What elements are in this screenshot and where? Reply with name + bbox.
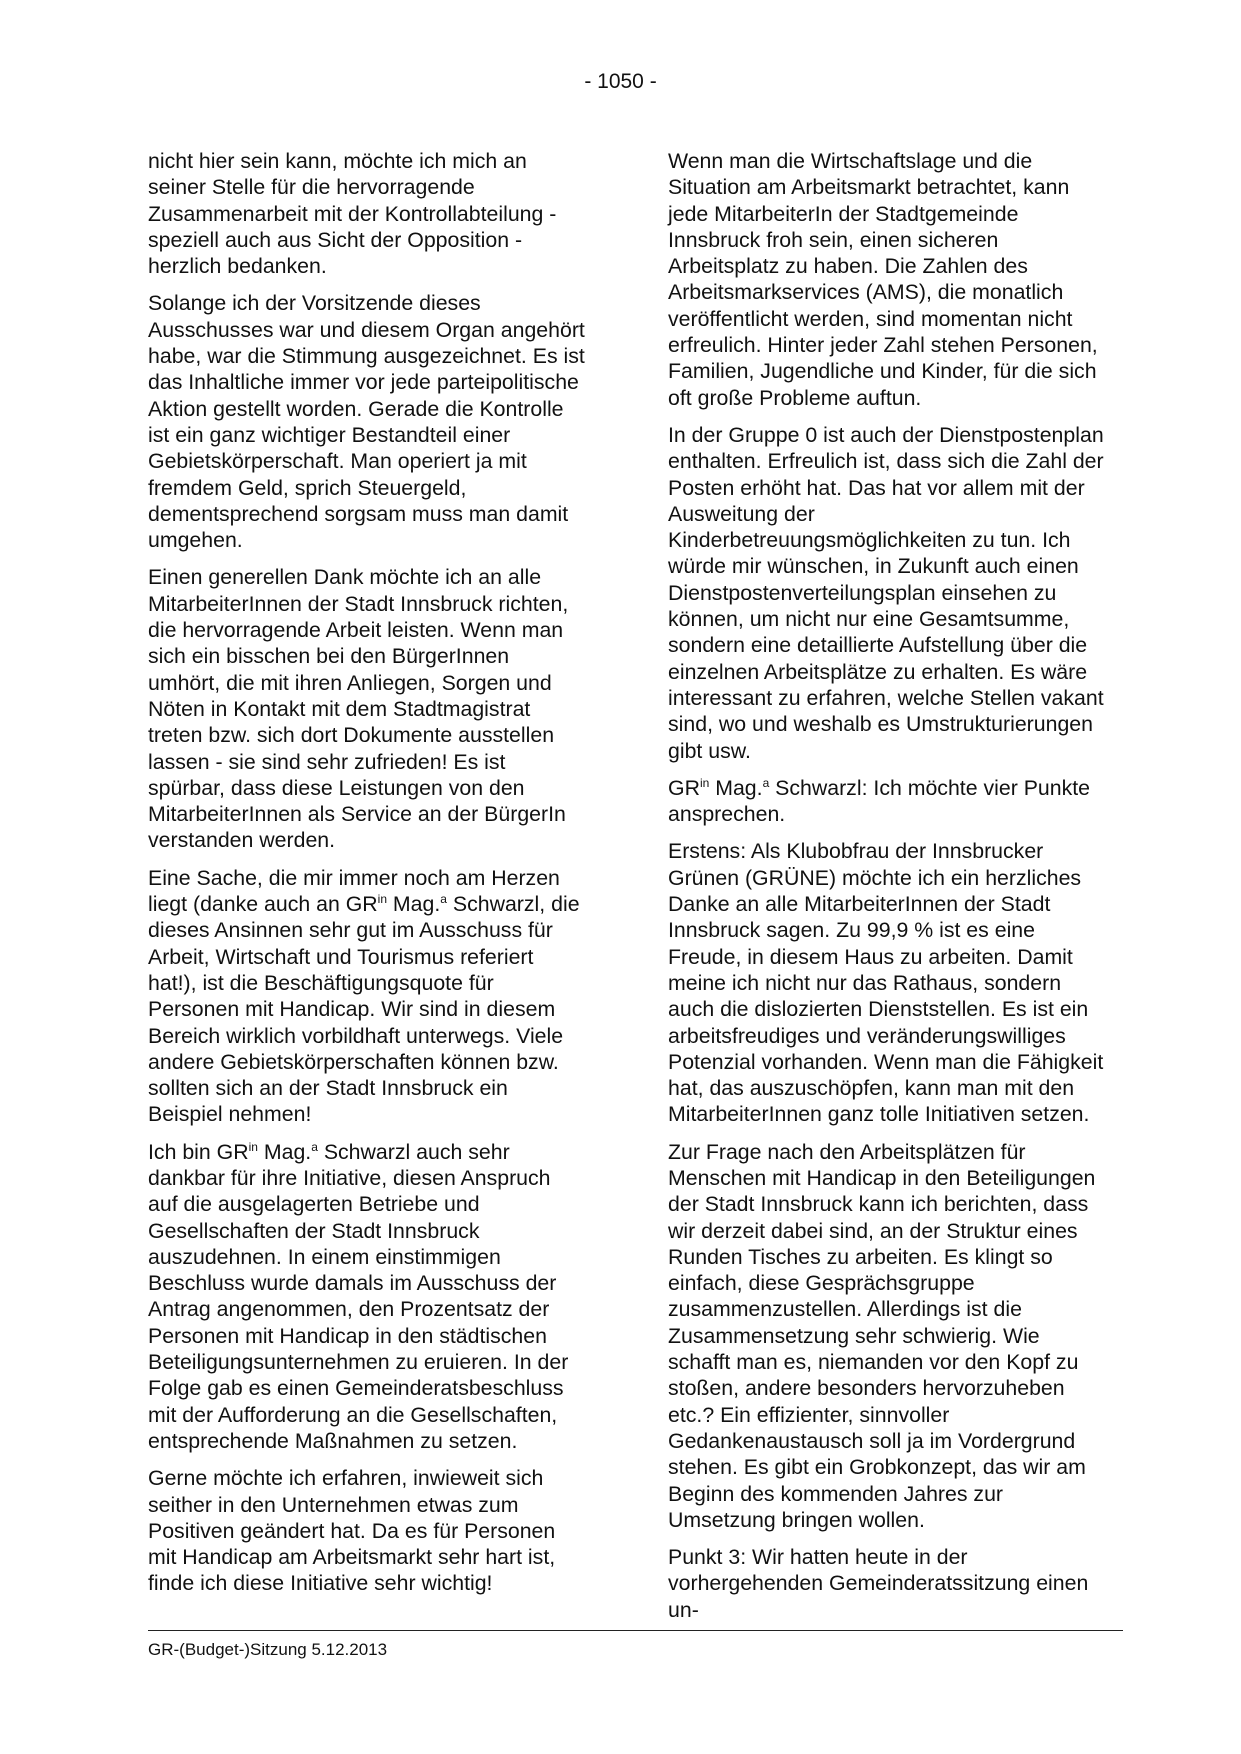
paragraph: Punkt 3: Wir hatten heute in der vorhergehenden Gemeinderatssitzung einen un- (668, 1545, 1089, 1622)
paragraph: Gerne möchte ich erfahren, inwieweit sich seither in den Unternehmen etwas zum Positiven geändert hat. Da es für Personen mit Handicap am Arbeitsmarkt sehr hart ist, finde ich diese Initiative sehr wichtig! (148, 1466, 556, 1596)
paragraph: Solange ich der Vorsitzende dieses Ausschusses war und diesem Organ angehört habe, war die Stimmung ausgezeichnet. Es ist das Inhaltliche immer vor jede parteipolitische Aktion gestellt worden. Gerade die Kontrolle ist ein ganz wichtiger Bestandteil einer Gebietskörperschaft. Man operiert ja mit fremdem Geld, sprich Steuergeld, dementsprechend sorgsam muss man damit umgehen. (148, 291, 585, 553)
paragraph: In der Gruppe 0 ist auch der Dienstpostenplan enthalten. Erfreulich ist, dass sich die Zahl der Posten erhöht hat. Das hat vor allem mit der Ausweitung der Kinderbetreuungsmöglichkeiten zu tun. Ich würde mir wünschen, in Zukunft auch einen Dienstpostenverteilungsplan einsehen zu können, um nicht nur eine Gesamtsumme, sondern eine detaillierte Aufstellung über die einzelnen Arbeitsplätze zu erhalten. Es wäre interessant zu erfahren, welche Stellen vakant sind, wo und weshalb es Umstrukturierungen gibt usw. (668, 422, 1104, 763)
paragraph: Eine Sache, die mir immer noch am Herzen liegt (danke auch an $GR^{in}$ Mag.$^a$ Schwarzl, die dieses Ansinnen sehr gut im Ausschuss für Arbeit, Wirtschaft und Tourismus referiert hat!), ist die Beschäftigungsquote für Personen mit Handicap. Wir sind in diesem Bereich wirklich vorbildhaft unterwegs. Viele andere Gebietskörperschaften können bzw. sollten sich an der Stadt Innsbruck ein Beispiel nehmen! (148, 865, 580, 1127)
footer-text: GR-(Budget-)Sitzung 5.12.2013 (148, 1640, 388, 1659)
speaker-name: Schwarzl (769, 775, 862, 800)
footer-divider (148, 1630, 1123, 1631)
paragraph: Ich bin $GR^{in}$ Mag.$^a$ Schwarzl auch sehr dankbar für ihre Initiative, diesen Anspruch auf die ausgelagerten Betriebe und Gesellschaften der Stadt Innsbruck auszudehnen. In einem einstimmigen Beschluss wurde damals im Ausschuss der Antrag angenommen, den Prozentsatz der Personen mit Handicap in den städtischen Beteiligungsunternehmen zu eruieren. In der Folge gab es einen Gemeinderatsbeschluss mit der Aufforderung an die Gesellschaften, entsprechende Maßnahmen zu setzen. (148, 1139, 569, 1453)
paragraph: Wenn man die Wirtschaftslage und die Situation am Arbeitsmarkt betrachtet, kann jede MitarbeiterIn der Stadtgemeinde Innsbruck froh sein, einen sicheren Arbeitsplatz zu haben. Die Zahlen des Arbeitsmarkservices (AMS), die monatlich veröffentlicht werden, sind momentan nicht erfreulich. Hinter jeder Zahl stehen Personen, Familien, Jugendliche und Kinder, für die sich oft große Probleme auftun. (668, 149, 1098, 410)
paragraph: nicht hier sein kann, möchte ich mich an seiner Stelle für die hervorragende Zusammenarbeit mit der Kontrollabteilung - speziell auch aus Sicht der Opposition - herzlich bedanken. (148, 149, 557, 279)
speaker-paragraph: $GR^{in}$ Mag.$^a$ Schwarzl: Ich möchte vier Punkte ansprechen. (668, 775, 1091, 827)
left-column (148, 148, 586, 1608)
paragraph: Einen generellen Dank möchte ich an alle MitarbeiterInnen der Stadt Innsbruck richten, die hervorragende Arbeit leisten. Wenn man sich ein bisschen bei den BürgerInnen umhört, die mit ihren Anliegen, Sorgen und Nöten in Kontakt mit dem Stadtmagistrat treten bzw. sich dort Dokumente ausstellen lassen - sie sind sehr zufrieden! Es ist spürbar, dass diese Leistungen von den MitarbeiterInnen als Service an der BürgerIn verstanden werden. (148, 565, 569, 853)
paragraph: Zur Frage nach den Arbeitsplätzen für Menschen mit Handicap in den Beteiligungen der Stadt Innsbruck kann ich berichten, dass wir derzeit dabei sind, an der Struktur eines Runden Tisches zu arbeiten. Es klingt so einfach, diese Gesprächsgruppe zusammenzustellen. Allerdings ist die Zusammensetzung sehr schwierig. Wie schafft man es, niemanden vor den Kopf zu stoßen, andere besonders hervorzuheben etc.? Ein effizienter, sinnvoller Gedankenaustausch soll ja im Vordergrund stehen. Es gibt ein Grobkonzept, das wir am Beginn des kommenden Jahres zur Umsetzung bringen wollen. (668, 1139, 1096, 1532)
paragraph: Erstens: Als Klubobfrau der Innsbrucker Grünen (GRÜNE) möchte ich ein herzliches Danke an alle MitarbeiterInnen der Stadt Innsbruck sagen. Zu 99,9 % ist es eine Freude, in diesem Haus zu arbeiten. Damit meine ich nicht nur das Rathaus, sondern auch die dislozierten Dienststellen. Es ist ein arbeitsfreudiges und veränderungswilliges Potenzial vorhanden. Wenn man die Fähigkeit hat, das auszuschöpfen, kann man mit den MitarbeiterInnen ganz tolle Initiativen setzen. (668, 839, 1104, 1127)
page-number: - 1050 - (584, 70, 657, 93)
right-column (668, 148, 1106, 1634)
